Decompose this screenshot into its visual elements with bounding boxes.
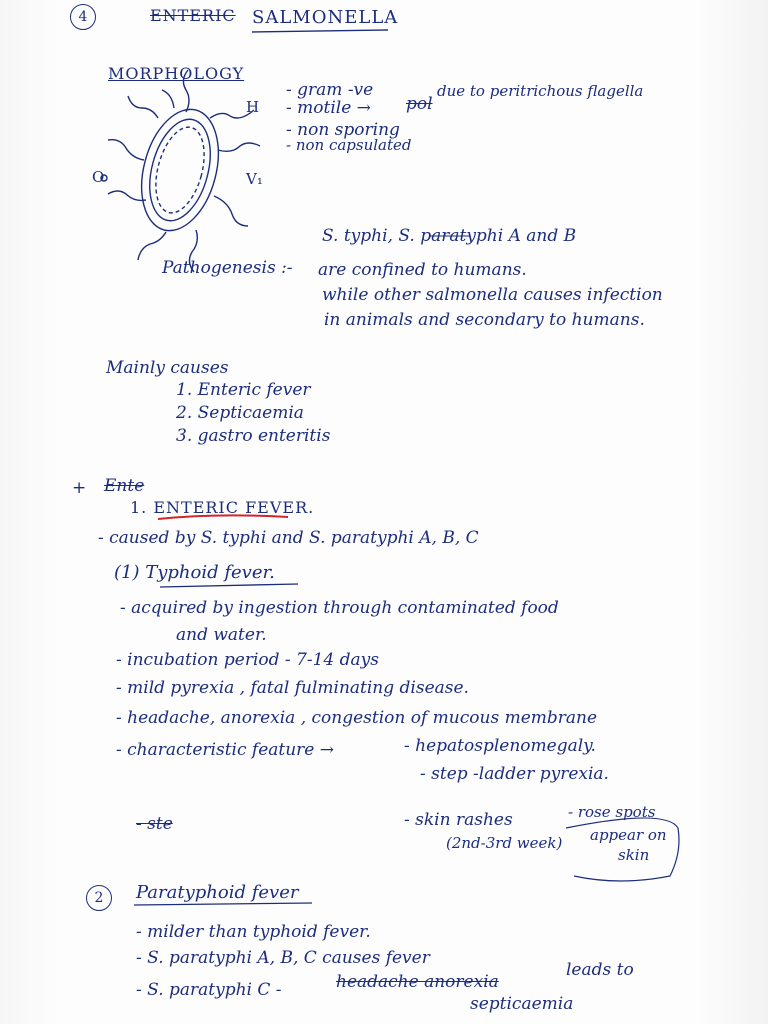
typhoid-feature-1: - hepatosplenomegaly. (404, 736, 596, 756)
typhoid-point-2: - incubation period - 7-14 days (116, 650, 379, 670)
enteric-cause: - caused by S. typhi and S. paratyphi A, B, C (98, 528, 479, 548)
typhoid-point-1b: and water. (176, 625, 267, 645)
diagram-label-o: O (92, 168, 105, 186)
pathogenesis-line-1: S. typhi, S. paratyphi A and B (322, 226, 577, 246)
morphology-label: MORPHOLOGY (108, 64, 245, 83)
paratyphoid-struck: headache anorexia (336, 972, 499, 992)
causes-label: Mainly causes (106, 358, 229, 378)
diagram-label-v: V₁ (246, 170, 263, 188)
morph-point-gram: - gram -ve (286, 80, 374, 100)
appear-on: appear on (590, 826, 667, 844)
paratyphoid-point-1: - milder than typhoid fever. (136, 922, 371, 942)
paratyphoid-point-3: - S. paratyphi C - (136, 980, 282, 1000)
paratyphoid-septicaemia: septicaemia (470, 994, 574, 1014)
paratyphoid-point-2: - S. paratyphi A, B, C causes fever (136, 948, 430, 968)
enteric-struck: Ente (104, 476, 145, 496)
typhoid-point-5: - characteristic feature → (116, 740, 335, 760)
cause-item-1: 1. Enteric fever (176, 380, 311, 400)
rash-week: (2nd-3rd week) (446, 834, 563, 852)
plus-mark: + (72, 478, 87, 498)
section-number: 4 (70, 4, 96, 30)
cause-item-3: 3. gastro enteritis (176, 426, 331, 446)
cause-item-2: 2. Septicaemia (176, 403, 304, 423)
morph-point-capsulated: - non capsulated (286, 136, 412, 154)
paratyphoid-leads: leads to (566, 960, 634, 980)
pathogenesis-line-4: in animals and secondary to humans. (324, 310, 645, 330)
paratyphoid-number: 2 (86, 885, 112, 911)
typhoid-struck: - ste (136, 814, 173, 834)
heading-title: SALMONELLA (252, 7, 399, 28)
heading-struck-word: ENTERIC (150, 6, 236, 25)
morph-point-motile: - motile → (286, 98, 371, 118)
morph-point-sporing: - non sporing (286, 120, 400, 140)
morph-point-flagella: due to peritrichous flagella (437, 82, 644, 100)
pathogenesis-line-3: while other salmonella causes infection (322, 285, 663, 305)
typhoid-feature-3: - skin rashes (404, 810, 513, 830)
typhoid-title: (1) Typhoid fever. (114, 562, 275, 583)
pathogenesis-label: Pathogenesis :- (162, 258, 293, 278)
typhoid-point-4: - headache, anorexia , congestion of mucous membrane (116, 708, 598, 728)
typhoid-feature-2: - step -ladder pyrexia. (420, 764, 609, 784)
paratyphoid-title: Paratyphoid fever (136, 882, 299, 903)
enteric-fever-title: 1. ENTERIC FEVER. (130, 498, 315, 517)
pathogenesis-line-2: are confined to humans. (318, 260, 527, 280)
skin-word: skin (618, 846, 650, 864)
typhoid-point-1: - acquired by ingestion through contaminated food (120, 598, 559, 618)
morph-point-struck: pol (406, 94, 433, 114)
rose-spots: - rose spots (568, 803, 656, 821)
diagram-label-h: H (246, 98, 260, 116)
typhoid-point-3: - mild pyrexia , fatal fulminating disease. (116, 678, 469, 698)
